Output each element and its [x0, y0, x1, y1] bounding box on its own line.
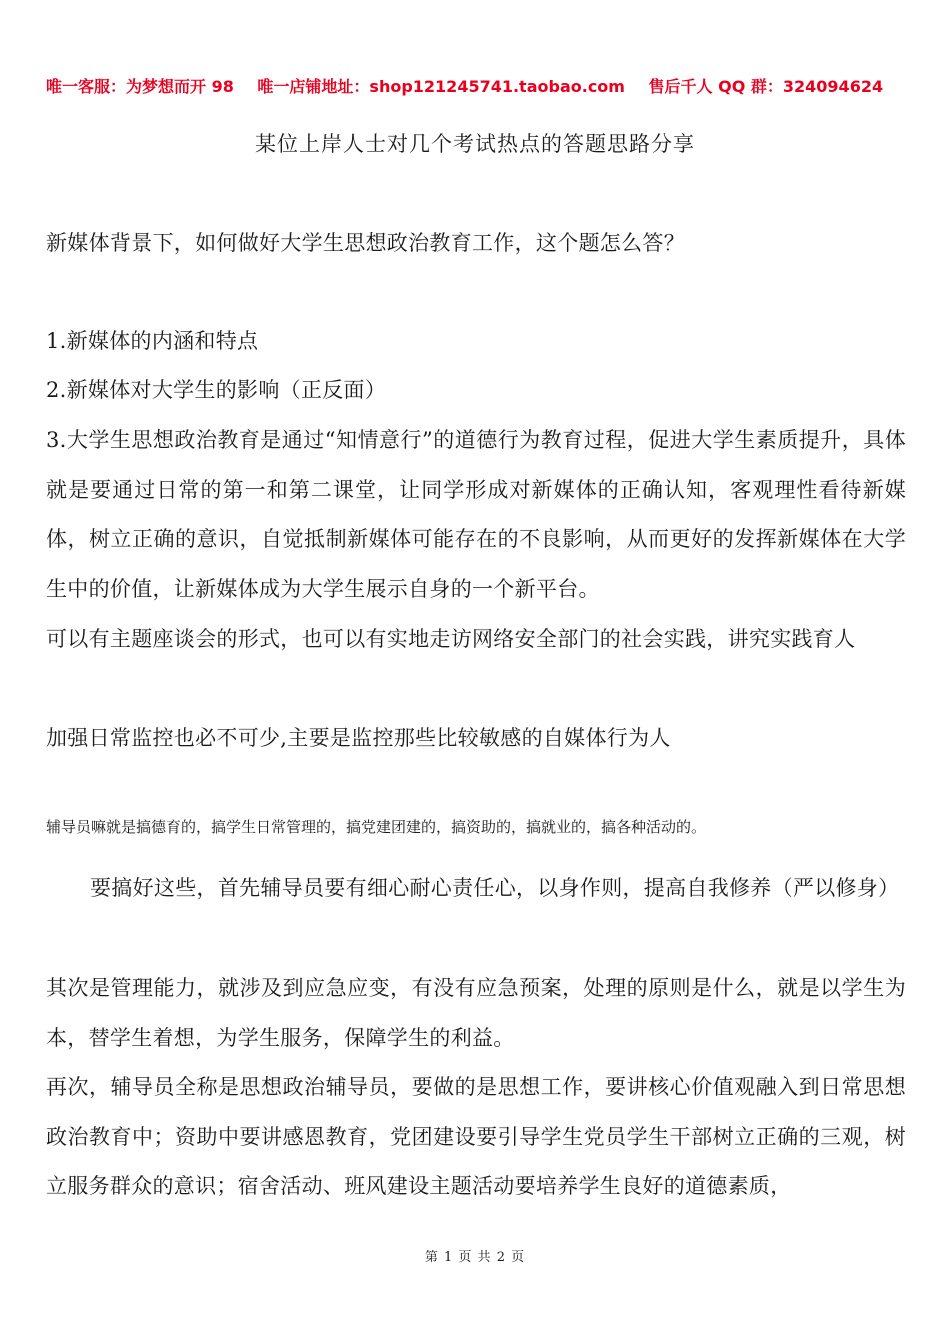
list-item: 3.大学生思想政治教育是通过“知情意行”的道德行为教育过程，促进大学生素质提升，具体就是要通过日常的第一和第二课堂，让同学形成对新媒体的正确认知，客观理性看待新媒体，树立正确的意识，自觉抵制新媒体可能存在的不良影响，从而更好的发挥新媒体在大学生中的价值，让新媒体成为大学生展示自身的一个新平台。: [46, 428, 906, 601]
monitor-paragraph: 加强日常监控也必不可少,主要是监控那些比较敏感的自媒体行为人: [46, 726, 671, 750]
qq-group-text: 售后千人 QQ 群：324094624: [648, 77, 884, 96]
question-paragraph: 新媒体背景下，如何做好大学生思想政治教育工作，这个题怎么答？: [46, 231, 685, 255]
second-point-paragraph: 其次是管理能力，就涉及到应急应变，有没有应急预案，处理的原则是什么，就是以学生为本，替学生着想，为学生服务，保障学生的利益。: [46, 976, 906, 1050]
page-footer: 第 1 页 共 2 页: [424, 1250, 526, 1265]
first-point-paragraph: 要搞好这些，首先辅导员要有细心耐心责任心，以身作则，提高自我修养（严以修身）: [90, 876, 900, 900]
practice-paragraph: 可以有主题座谈会的形式，也可以有实地走访网络安全部门的社会实践，讲究实践育人: [46, 627, 856, 651]
list-item: 2.新媒体对大学生的影响（正反面）: [46, 378, 387, 402]
counselor-paragraph: 辅导员嘛就是搞德育的，搞学生日常管理的，搞党建团建的，搞资助的，搞就业的，搞各种活动的。: [46, 818, 707, 836]
document-title: 某位上岸人士对几个考试热点的答题思路分享: [255, 132, 695, 156]
service-text: 唯一客服：为梦想而开 98: [46, 77, 234, 96]
header-banner: [46, 74, 926, 97]
shop-address-text: 唯一店铺地址：shop121245741.taobao.com: [257, 77, 625, 96]
list-item: 1.新媒体的内涵和特点: [46, 329, 259, 353]
third-point-paragraph: 再次，辅导员全称是思想政治辅导员，要做的是思想工作，要讲核心价值观融入到日常思想政治教育中；资助中要讲感恩教育，党团建设要引导学生党员学生干部树立正确的三观，树立服务群众的意识；宿舍活动、班风建设主题活动要培养学生良好的道德素质，: [46, 1075, 906, 1199]
